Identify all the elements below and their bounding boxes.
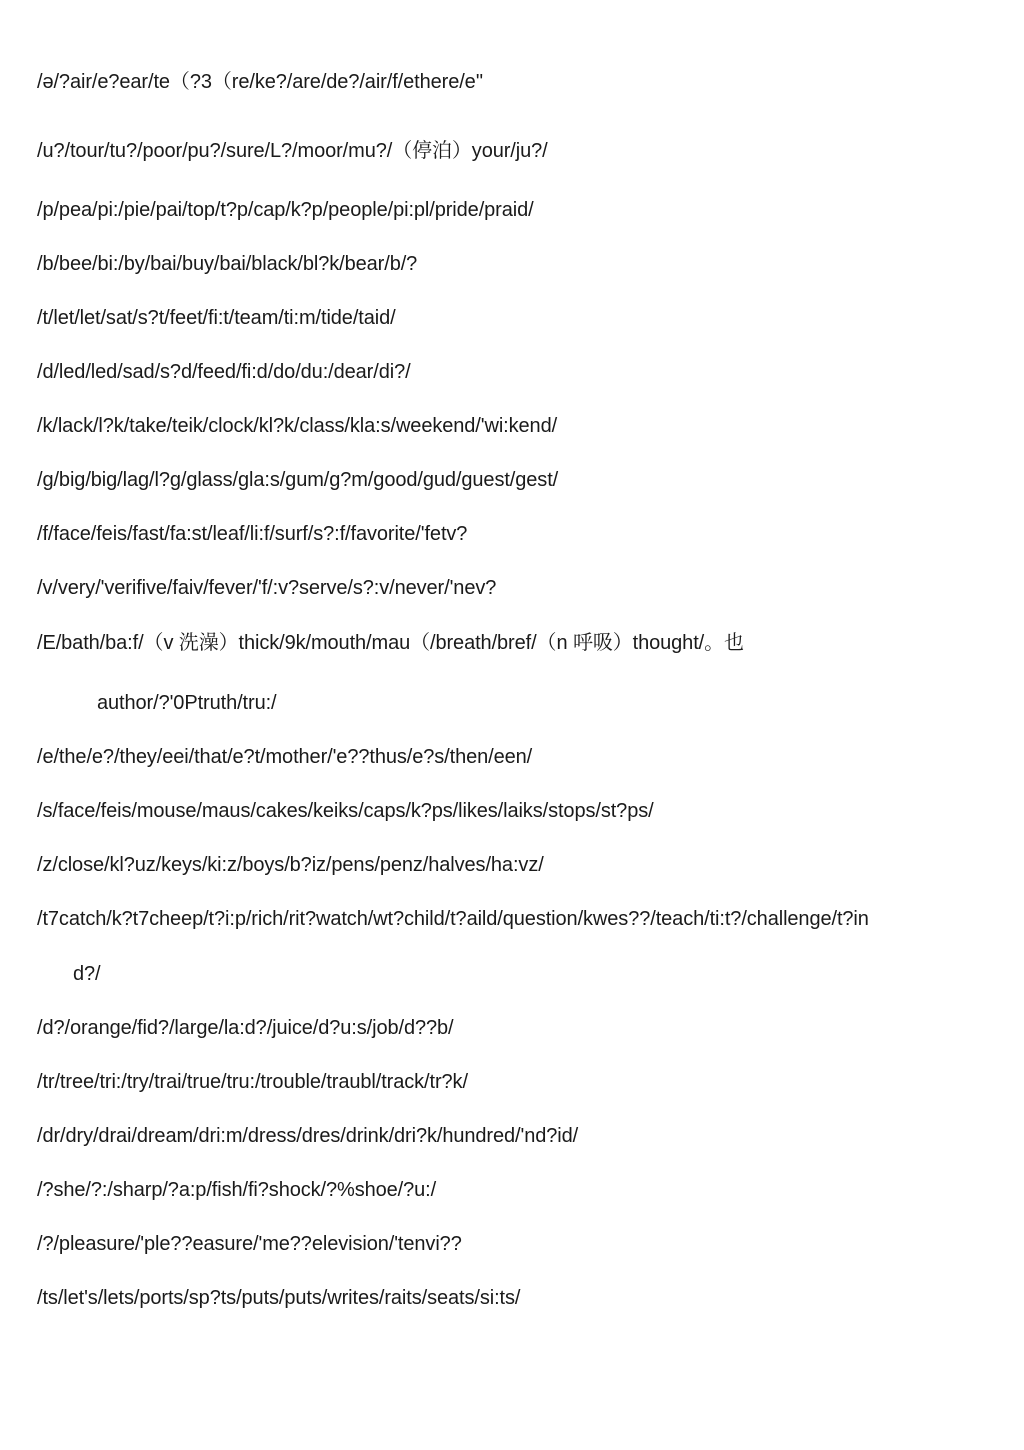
text-line: /f/face/feis/fast/fa:st/leaf/li:f/surf/s?:f/favorite/'fetv? bbox=[37, 523, 468, 545]
text-line: d?/ bbox=[73, 963, 101, 985]
text-line: /ts/let's/lets/ports/sp?ts/puts/puts/writes/raits/seats/si:ts/ bbox=[37, 1287, 521, 1309]
text-line: /t/let/let/sat/s?t/feet/fi:t/team/ti:m/tide/taid/ bbox=[37, 307, 396, 329]
text-line: /b/bee/bi:/by/bai/buy/bai/black/bl?k/bear/b/? bbox=[37, 253, 418, 275]
text-line: /d?/orange/fid?/large/la:d?/juice/d?u:s/job/d??b/ bbox=[37, 1017, 454, 1039]
text-line: /z/close/kl?uz/keys/ki:z/boys/b?iz/pens/penz/halves/ha:vz/ bbox=[37, 854, 544, 876]
text-line: /t7catch/k?t7cheep/t?i:p/rich/rit?watch/wt?child/t?aild/question/kwes??/teach/ti:t?/challenge/t?in bbox=[37, 908, 869, 930]
text-line: /u?/tour/tu?/poor/pu?/sure/L?/moor/mu?/（停泊）your/ju?/ bbox=[37, 140, 548, 162]
text-line: /?/pleasure/'ple??easure/'me??elevision/'tenvi?? bbox=[37, 1233, 462, 1255]
text-line: author/?'0Ptruth/tru:/ bbox=[97, 692, 277, 714]
text-line: /e/the/e?/they/eei/that/e?t/mother/'e??thus/e?s/then/een/ bbox=[37, 746, 533, 768]
text-line: /s/face/feis/mouse/maus/cakes/keiks/caps/k?ps/likes/laiks/stops/st?ps/ bbox=[37, 800, 654, 822]
text-line: /v/very/'verifive/faiv/fever/'f/:v?serve/s?:v/never/'nev? bbox=[37, 577, 497, 599]
text-line: /tr/tree/tri:/try/trai/true/tru:/trouble/traubl/track/tr?k/ bbox=[37, 1071, 468, 1093]
text-line: /E/bath/ba:f/（v 洗澡）thick/9k/mouth/mau（/breath/bref/（n 呼吸）thought/。也 bbox=[37, 632, 744, 654]
text-line: /d/led/led/sad/s?d/feed/fi:d/do/du:/dear/di?/ bbox=[37, 361, 411, 383]
text-line: /g/big/big/lag/l?g/glass/gla:s/gum/g?m/good/gud/guest/gest/ bbox=[37, 469, 559, 491]
text-line: /ə/?air/e?ear/te（?3（re/ke?/are/de?/air/f/ethere/e'' bbox=[37, 71, 484, 93]
text-line: /p/pea/pi:/pie/pai/top/t?p/cap/k?p/people/pi:pl/pride/praid/ bbox=[37, 199, 534, 221]
text-line: /k/lack/l?k/take/teik/clock/kl?k/class/kla:s/weekend/'wi:kend/ bbox=[37, 415, 558, 437]
text-line: /dr/dry/drai/dream/dri:m/dress/dres/drink/dri?k/hundred/'nd?id/ bbox=[37, 1125, 579, 1147]
text-line: /?she/?:/sharp/?a:p/fish/fi?shock/?%shoe/?u:/ bbox=[37, 1179, 437, 1201]
